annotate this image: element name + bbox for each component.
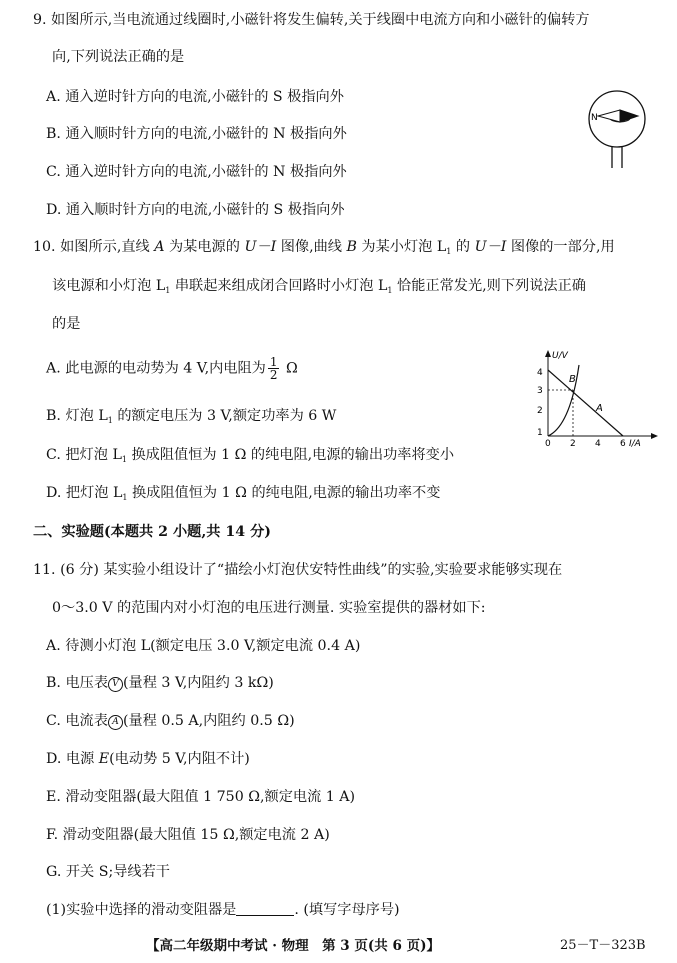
x-tick-4: 4 (595, 439, 601, 448)
footer-page-info: 【高二年级期中考试 · 物理 第 3 页(共 6 页)】 (146, 938, 440, 954)
x-tick-6: 6 (620, 439, 626, 448)
q11-subquestion-1: (1)实验中选择的滑动变阻器是 . (填写字母序号) (46, 902, 400, 918)
q11-item-f: F. 滑动变阻器(最大阻值 15 Ω,额定电流 2 A) (46, 827, 330, 843)
y-tick-4: 4 (537, 368, 543, 378)
q10-stem-line3: 的是 (52, 316, 81, 332)
voltmeter-symbol: V (108, 677, 123, 692)
q10-option-a: A. 此电源的电动势为 4 V,内电阻为 $\frac{1}{2}$ Ω (46, 355, 298, 382)
q9-stem-line2: 向,下列说法正确的是 (52, 49, 185, 65)
section-2-title: 二、实验题(本题共 2 小题,共 14 分) (33, 524, 271, 540)
q9-option-b: B. 通入顺时针方向的电流,小磁针的 N 极指向外 (46, 126, 347, 142)
q10-stem-line2: 该电源和小灯泡 $L_1$ 串联起来组成闭合回路时小灯泡 $L_1$ 恰能正常发光,则下列说法正确 (52, 278, 586, 295)
q10-stem-line1: 10. 如图所示,直线 A 为某电源的 U－I 图像,曲线 B 为某小灯泡 $L_1$ 的 U－I 图像的一部分,用 (33, 239, 615, 256)
x-tick-0: 0 (545, 439, 551, 448)
line-a-label: A (596, 403, 603, 414)
q11-item-e: E. 滑动变阻器(最大阻值 1 750 Ω,额定电流 1 A) (46, 789, 356, 805)
q11-item-c: C. 电流表 A (量程 0.5 A,内阻约 0.5 Ω) (46, 713, 295, 729)
ui-graph (532, 348, 662, 448)
x-axis-label: I/A (629, 439, 641, 448)
q11-item-b: B. 电压表 V (量程 3 V,内阻约 3 kΩ) (46, 675, 274, 691)
needle-n-end (598, 110, 620, 122)
q10-option-d: D. 把灯泡 $L_1$ 换成阻值恒为 1 Ω 的纯电阻,电源的输出功率不变 (46, 485, 441, 502)
y-tick-1: 1 (537, 428, 543, 438)
needle-pole-label: N (591, 113, 598, 123)
y-tick-2: 2 (537, 406, 543, 416)
q11-item-g: G. 开关 S;导线若干 (46, 864, 170, 880)
y-tick-3: 3 (537, 386, 543, 396)
q9-option-a: A. 通入逆时针方向的电流,小磁针的 S 极指向外 (46, 89, 344, 105)
ammeter-symbol: A (108, 715, 123, 730)
curve-b-label: B (569, 374, 576, 385)
y-axis-label: U/V (552, 351, 568, 361)
q10-option-c: C. 把灯泡 $L_1$ 换成阻值恒为 1 Ω 的纯电阻,电源的输出功率将变小 (46, 447, 455, 464)
x-tick-2: 2 (570, 439, 576, 448)
q11-item-d: D. 电源 E(电动势 5 V,内阻不计) (46, 751, 250, 767)
footer-exam-code: 25－T－323B (560, 938, 646, 953)
q11-item-a: A. 待测小灯泡 L(额定电压 3.0 V,额定电流 0.4 A) (46, 638, 361, 654)
answer-blank[interactable] (236, 901, 294, 916)
q9-option-d: D. 通入顺时针方向的电流,小磁针的 S 极指向外 (46, 202, 345, 218)
q11-stem-line1: 11. (6 分) 某实验小组设计了“描绘小灯泡伏安特性曲线”的实验,实验要求能够实现在 (33, 562, 563, 578)
q9-stem-line1: 9. 如图所示,当电流通过线圈时,小磁针将发生偏转,关于线圈中电流方向和小磁针的偏转方 (33, 12, 590, 28)
q9-option-c: C. 通入逆时针方向的电流,小磁针的 N 极指向外 (46, 164, 347, 180)
q10-option-b: B. 灯泡 $L_1$ 的额定电压为 3 V,额定功率为 6 W (46, 408, 337, 425)
q11-stem-line2: 0～3.0 V 的范围内对小灯泡的电压进行测量. 实验室提供的器材如下: (52, 600, 486, 616)
coil-compass-figure (584, 88, 654, 170)
